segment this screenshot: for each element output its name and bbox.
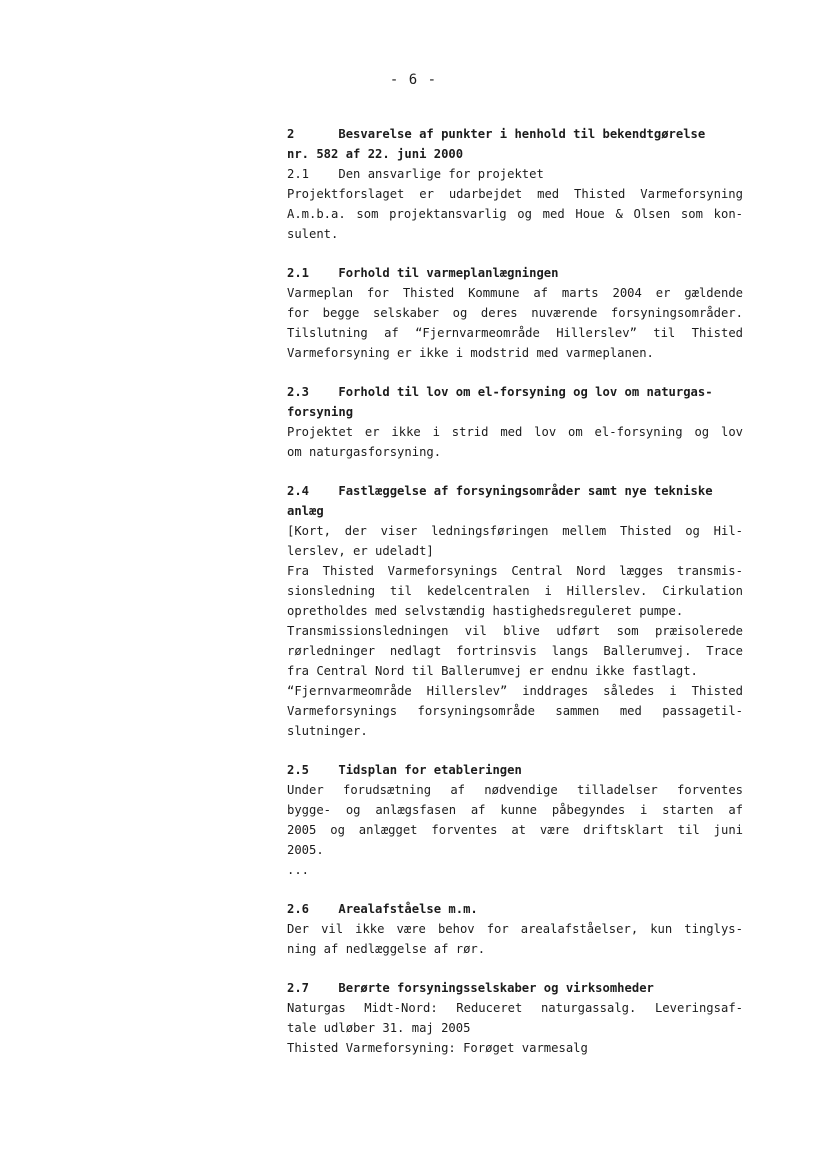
body-text-line: “Fjernvarmeområde Hillerslev” inddrages således i Thisted [287, 684, 743, 698]
section-heading: 2.5 Tidsplan for etableringen [287, 763, 522, 777]
document-body [287, 124, 743, 1058]
section-heading: 2.4 Fastlæggelse af forsyningsområder samt nye tekniske [287, 484, 713, 498]
section-heading: anlæg [287, 504, 324, 518]
section [287, 382, 743, 462]
body-text-line: sionsledning til kedelcentralen i Hillerslev. Cirkulation [287, 584, 743, 598]
body-text-line: Thisted Varmeforsyning: Forøget varmesalg [287, 1041, 588, 1055]
body-text-line: Projektforslaget er udarbejdet med Thisted Varmeforsyning [287, 187, 743, 201]
section-spacer [287, 741, 743, 760]
section [287, 978, 743, 1058]
section-spacer [287, 959, 743, 978]
body-text-line: Projektet er ikke i strid med lov om el-forsyning og lov [287, 425, 743, 439]
body-text-line: Tilslutning af “Fjernvarmeområde Hillerslev” til Thisted [287, 326, 743, 340]
section-spacer [287, 363, 743, 382]
section [287, 263, 743, 363]
body-text-line: opretholdes med selvstændig hastighedsreguleret pumpe. [287, 604, 684, 618]
section-heading: 2.1 Forhold til varmeplanlægningen [287, 266, 559, 280]
section-spacer [287, 462, 743, 481]
body-text-line: for begge selskaber og deres nuværende forsyningsområder. [287, 306, 743, 320]
section-heading: 2.7 Berørte forsyningsselskaber og virksomheder [287, 981, 654, 995]
body-text-line: Naturgas Midt-Nord: Reduceret naturgassalg. Leveringsaf- [287, 1001, 743, 1015]
body-text-line: Der vil ikke være behov for arealafståelser, kun tinglys- [287, 922, 743, 936]
body-text-line: Under forudsætning af nødvendige tilladelser forventes [287, 783, 743, 797]
body-text-line: ning af nedlæggelse af rør. [287, 942, 486, 956]
section-spacer [287, 880, 743, 899]
body-text-line: tale udløber 31. maj 2005 [287, 1021, 471, 1035]
body-text-line: Varmeforsynings forsyningsområde sammen med passagetil- [287, 704, 743, 718]
body-text-line: Fra Thisted Varmeforsynings Central Nord lægges transmis- [287, 564, 743, 578]
body-text-line: ... [287, 863, 310, 877]
body-text-line: Varmeplan for Thisted Kommune af marts 2004 er gældende [287, 286, 743, 300]
body-text-line: 2005. [287, 843, 324, 857]
body-text-line: lerslev, er udeladt] [287, 544, 434, 558]
section [287, 899, 743, 959]
body-text-line: Transmissionsledningen vil blive udført som præisolerede [287, 624, 743, 638]
section-heading: 2.3 Forhold til lov om el-forsyning og lov om naturgas- [287, 385, 713, 399]
section-spacer [287, 244, 743, 263]
section [287, 760, 743, 880]
body-text-line: 2005 og anlægget forventes at være driftsklart til juni [287, 823, 743, 837]
body-text-line: [Kort, der viser ledningsføringen mellem Thisted og Hil- [287, 524, 743, 538]
section [287, 124, 743, 244]
body-text-line: bygge- og anlægsfasen af kunne påbegyndes i starten af [287, 803, 743, 817]
section-heading: nr. 582 af 22. juni 2000 [287, 147, 464, 161]
page-number: - 6 - [389, 72, 438, 88]
body-text-line: sulent. [287, 227, 339, 241]
body-text-line: om naturgasforsyning. [287, 445, 442, 459]
body-text-line: rørledninger nedlagt fortrinsvis langs Ballerumvej. Trace [287, 644, 743, 658]
body-text-line: 2.1 Den ansvarlige for projektet [287, 167, 544, 181]
section [287, 481, 743, 741]
body-text-line: fra Central Nord til Ballerumvej er endnu ikke fastlagt. [287, 664, 698, 678]
section-heading: 2.6 Arealafståelse m.m. [287, 902, 478, 916]
section-heading: 2 Besvarelse af punkter i henhold til bekendtgørelse [287, 127, 706, 141]
body-text-line: A.m.b.a. som projektansvarlig og med Houe & Olsen som kon- [287, 207, 743, 221]
section-heading: forsyning [287, 405, 354, 419]
body-text-line: Varmeforsyning er ikke i modstrid med varmeplanen. [287, 346, 654, 360]
body-text-line: slutninger. [287, 724, 368, 738]
